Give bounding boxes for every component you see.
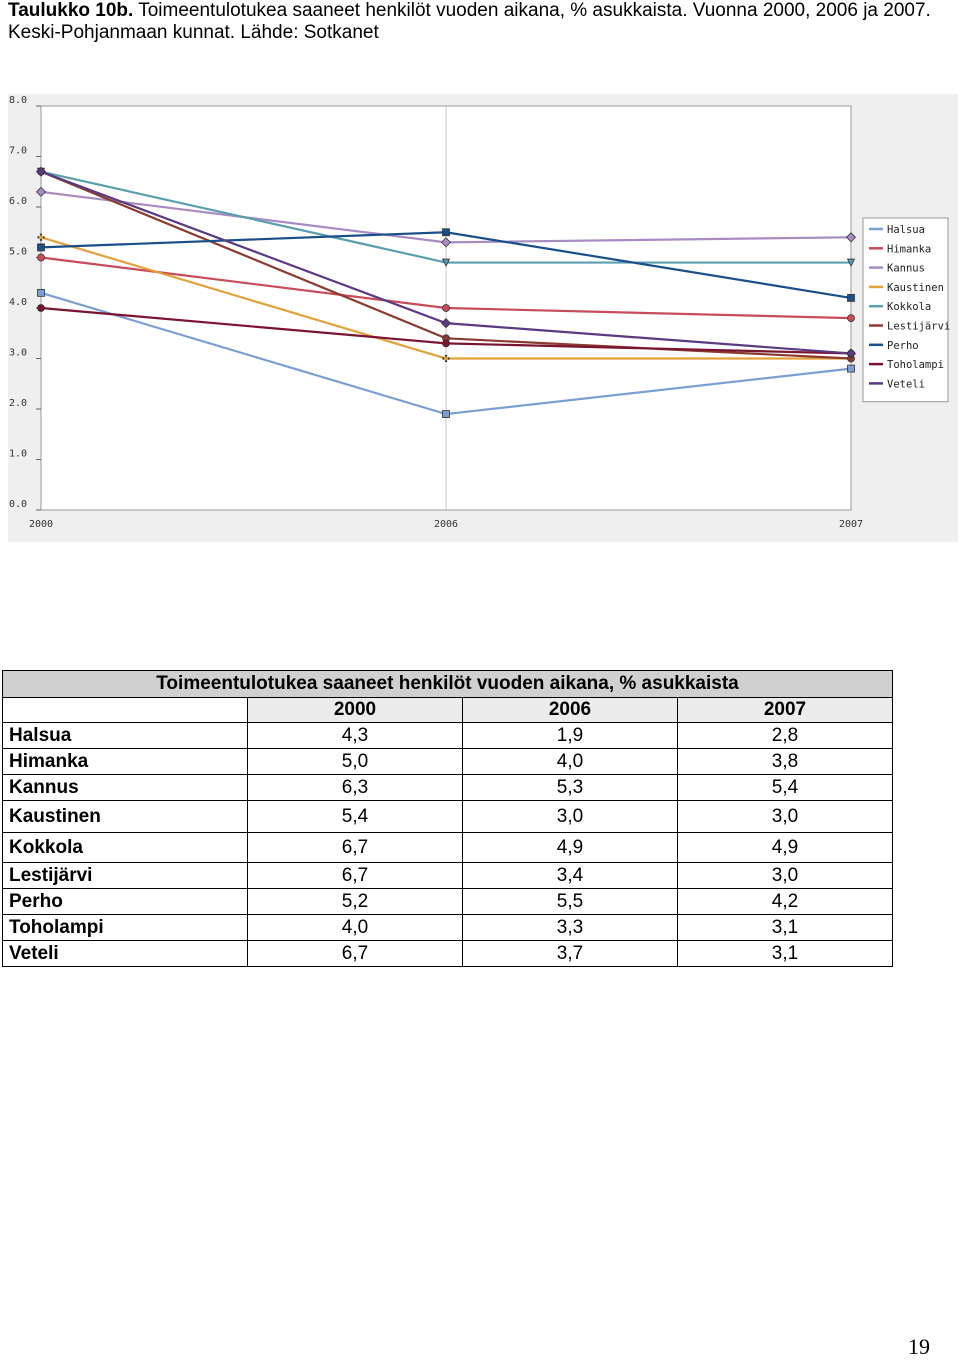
y-tick-label: 3.0 (9, 347, 28, 359)
table-cell: 3,0 (463, 801, 678, 833)
table-row (3, 801, 893, 833)
y-tick-label: 8.0 (9, 95, 28, 106)
legend-label: Halsua (887, 224, 925, 236)
year-header-row (3, 698, 893, 723)
table-row (3, 941, 893, 967)
legend-label: Himanka (887, 243, 932, 256)
table-row (3, 863, 893, 889)
row-label: Kannus (3, 775, 248, 801)
table-cell: 3,1 (678, 915, 893, 941)
y-tick-label: 1.0 (9, 448, 28, 460)
table-cell: 5,5 (463, 889, 678, 915)
table-cell: 3,0 (678, 801, 893, 833)
data-point (848, 365, 855, 372)
table-cell: 6,7 (248, 833, 463, 863)
header-blank-cell (3, 698, 248, 723)
y-tick-label: 0.0 (9, 499, 28, 510)
y-tick-label: 2.0 (9, 398, 28, 409)
legend-label: Kokkola (887, 301, 932, 314)
legend-label: Toholampi (887, 359, 944, 372)
data-point (38, 305, 45, 312)
table-body (3, 723, 893, 967)
row-label: Lestijärvi (3, 863, 248, 889)
legend-label: Veteli (887, 378, 925, 391)
table-cell: 6,7 (248, 941, 463, 967)
y-tick-label: 6.0 (9, 196, 28, 207)
legend-label: Lestijärvi (887, 320, 951, 333)
table-cell: 3,7 (463, 941, 678, 967)
table-cell: 3,4 (463, 863, 678, 889)
data-point (444, 357, 448, 361)
table-title: Toimeentulotukea saaneet henkilöt vuoden aikana, % asukkaista (3, 671, 893, 698)
row-label: Kaustinen (3, 801, 248, 833)
legend-label: Kannus (887, 262, 925, 275)
table-cell: 5,4 (248, 801, 463, 833)
row-label: Himanka (3, 749, 248, 775)
table-cell: 4,0 (248, 915, 463, 941)
table-cell: 5,2 (248, 889, 463, 915)
data-table (2, 670, 893, 967)
table-cell: 4,2 (678, 889, 893, 915)
chart-svg (8, 94, 958, 542)
row-label: Toholampi (3, 915, 248, 941)
data-point (443, 229, 450, 236)
table-row (3, 775, 893, 801)
table-cell: 5,4 (678, 775, 893, 801)
legend-label: Kaustinen (887, 281, 944, 294)
table-cell: 3,0 (678, 863, 893, 889)
y-tick-label: 7.0 (9, 145, 28, 157)
row-label: Veteli (3, 941, 248, 967)
table-cell: 5,0 (248, 749, 463, 775)
table-cell: 6,7 (248, 863, 463, 889)
table-row (3, 749, 893, 775)
header-year: 2007 (678, 698, 893, 723)
table-row (3, 833, 893, 863)
table-cell: 4,0 (463, 749, 678, 775)
header-year: 2006 (463, 698, 678, 723)
table-row (3, 723, 893, 749)
data-point (443, 340, 450, 347)
table-cell: 4,9 (678, 833, 893, 863)
table-cell: 2,8 (678, 723, 893, 749)
x-tick-label: 2007 (838, 519, 864, 530)
table-row (3, 889, 893, 915)
table-cell: 3,3 (463, 915, 678, 941)
table-row (3, 915, 893, 941)
table-cell: 5,3 (463, 775, 678, 801)
x-tick-label: 2000 (28, 519, 54, 530)
caption-label: Taulukko 10b. (8, 0, 134, 21)
line-chart (8, 94, 958, 542)
table-cell: 4,3 (248, 723, 463, 749)
y-tick-label: 5.0 (9, 246, 28, 258)
data-point (38, 254, 45, 261)
table-cell: 3,8 (678, 749, 893, 775)
table-caption (8, 0, 948, 44)
data-point (848, 315, 855, 322)
row-label: Kokkola (3, 833, 248, 863)
header-year: 2000 (248, 698, 463, 723)
data-point (443, 305, 450, 312)
data-point (38, 244, 45, 251)
row-label: Perho (3, 889, 248, 915)
x-tick-label: 2006 (433, 519, 459, 530)
table-cell: 4,9 (463, 833, 678, 863)
caption-text: Toimeentulotukea saaneet henkilöt vuoden aikana, % asukkaista. Vuonna 2000, 2006 ja 2007. Keski-Pohjanmaan kunnat. Lähde: Sotkanet (8, 0, 931, 43)
data-point (39, 235, 43, 239)
page-number: 19 (908, 1334, 930, 1359)
data-point (443, 411, 450, 418)
y-tick-label: 4.0 (9, 297, 28, 308)
table-cell: 3,1 (678, 941, 893, 967)
data-point (848, 294, 855, 301)
row-label: Halsua (3, 723, 248, 749)
table-cell: 6,3 (248, 775, 463, 801)
legend-label: Perho (887, 339, 919, 352)
data-point (38, 289, 45, 296)
table-cell: 1,9 (463, 723, 678, 749)
